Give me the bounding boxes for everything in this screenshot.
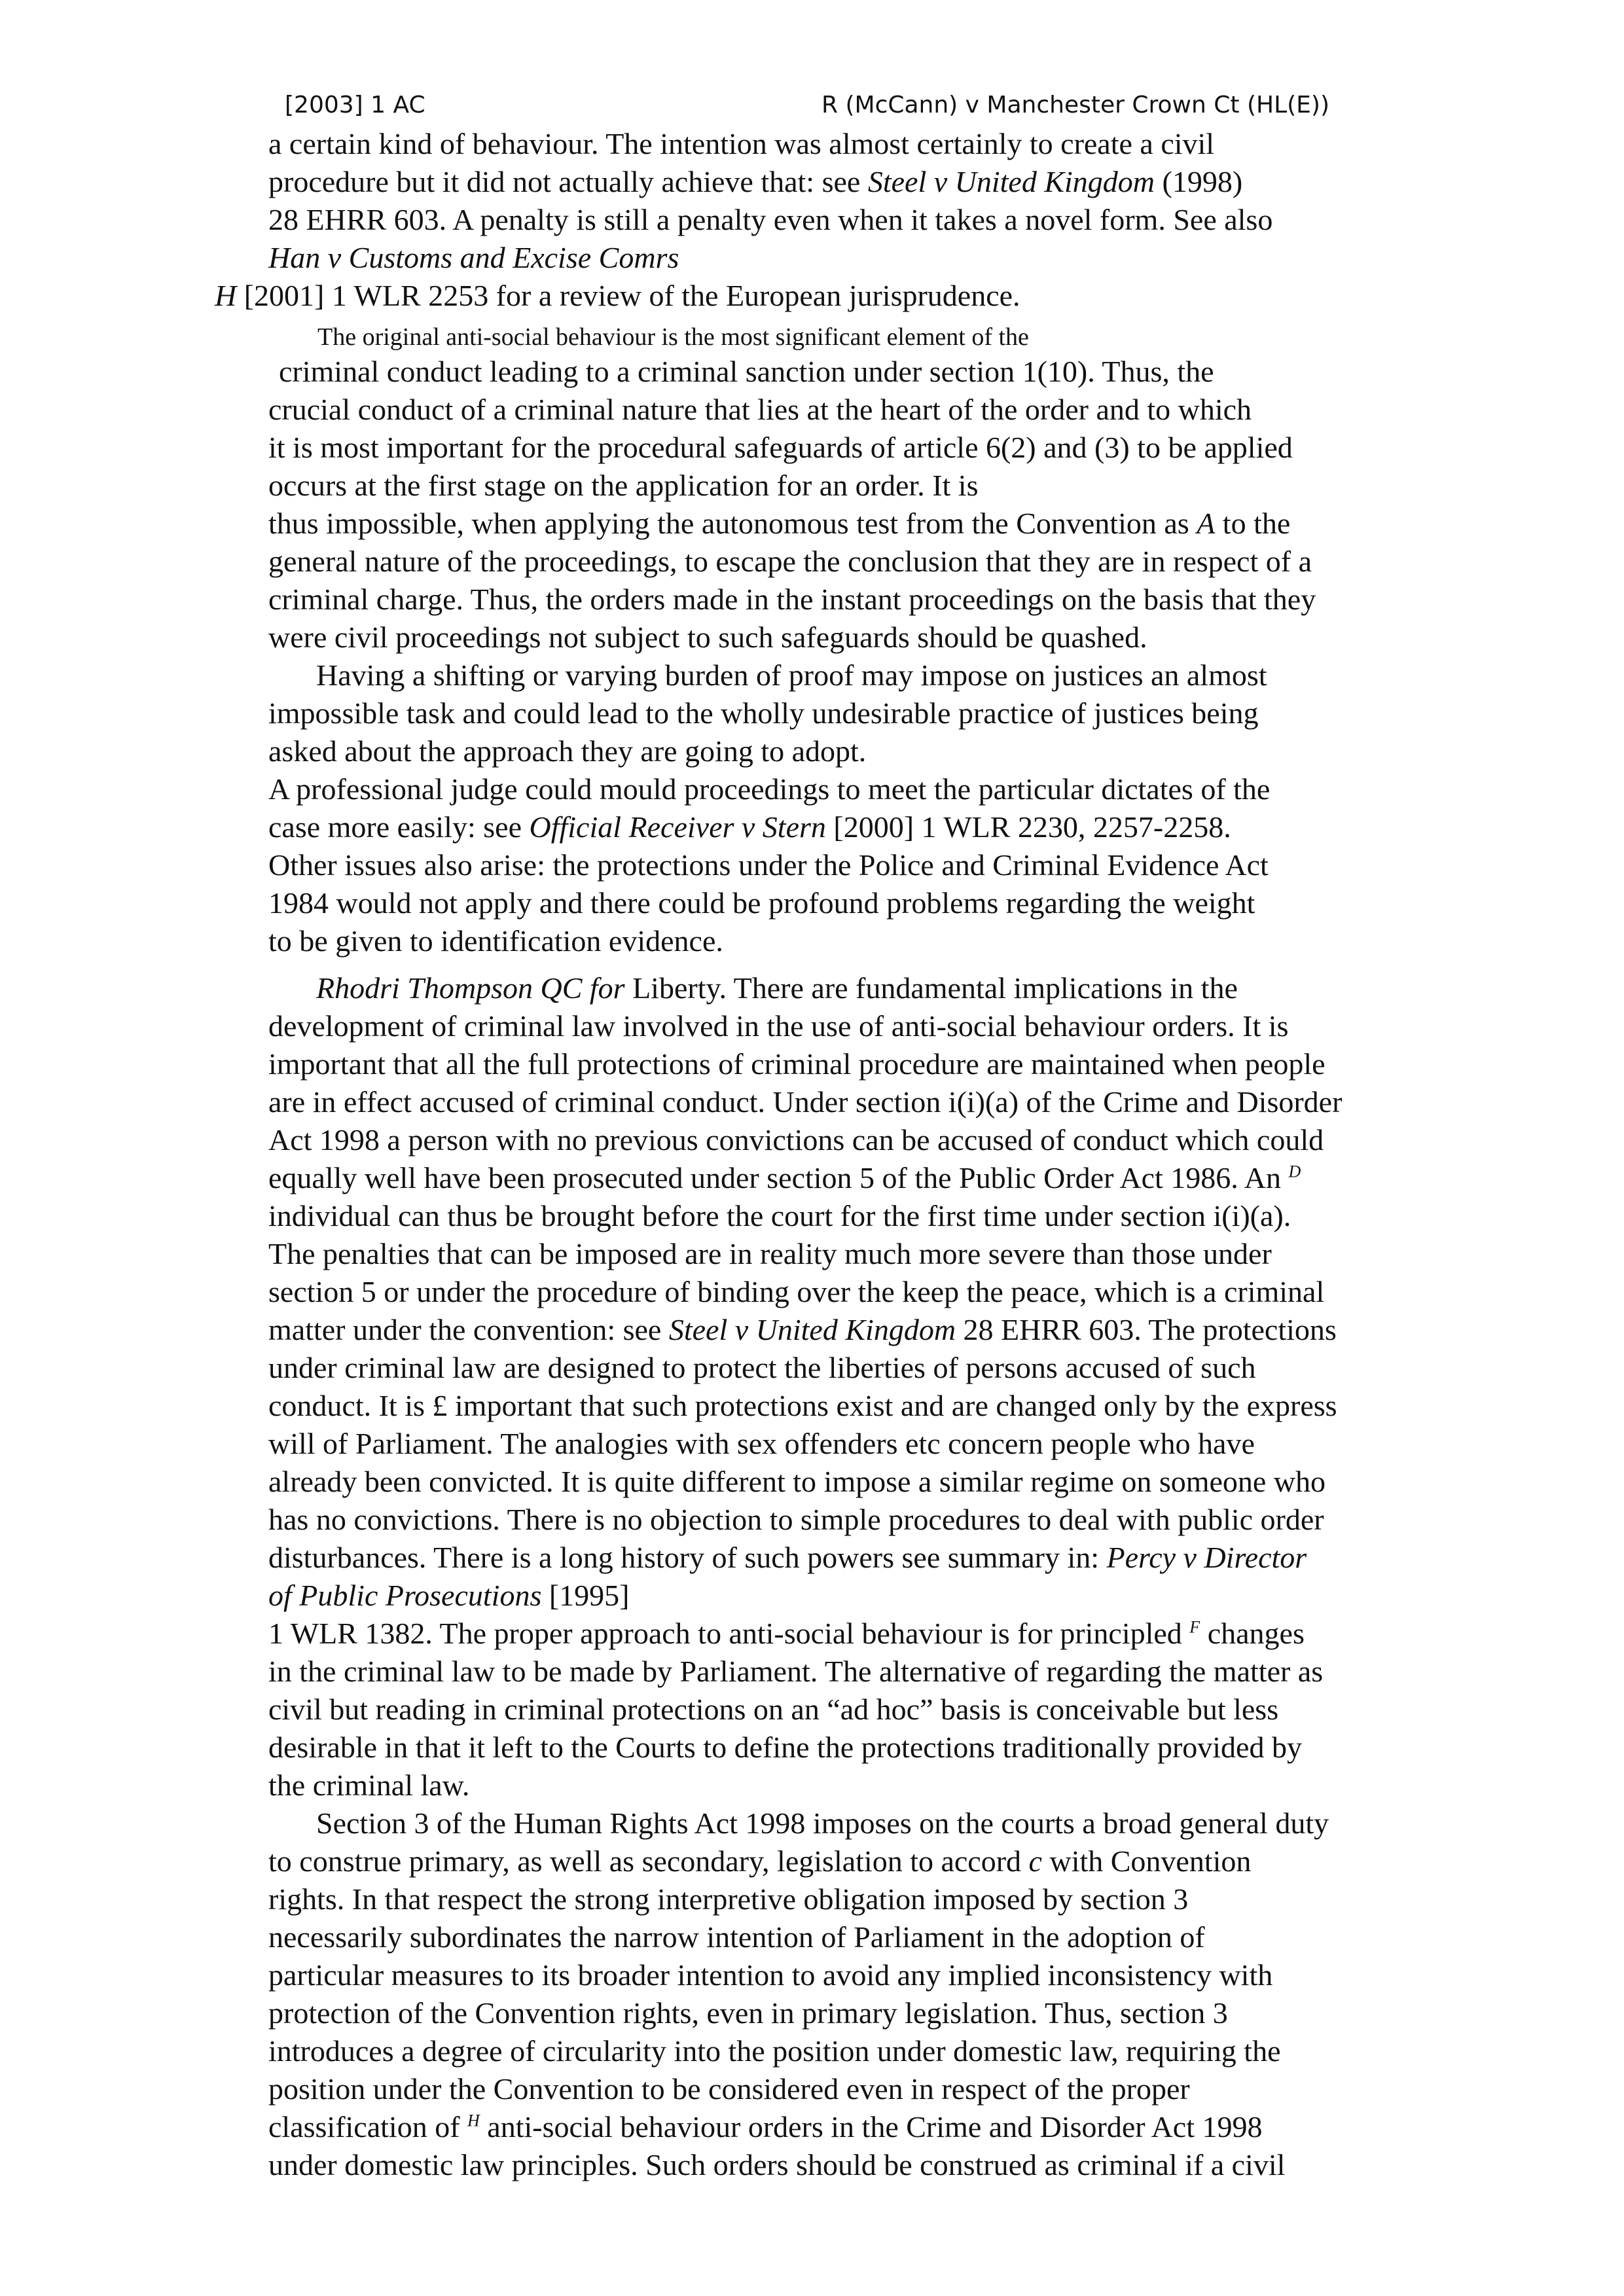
- text-line: [268, 164, 1242, 200]
- text-line: [268, 505, 1290, 542]
- italic-run: Han v Customs and Excise Comrs: [268, 241, 679, 274]
- text-run: 28 EHRR 603. A penalty is still a penalty even when it takes a novel form. See also: [268, 203, 1273, 236]
- text-line: [268, 1426, 1255, 1462]
- italic-run: H: [215, 279, 237, 312]
- text-run: 28 EHRR 603. The protections: [956, 1313, 1337, 1346]
- text-line: [268, 1312, 1337, 1348]
- text-line: [268, 1122, 1324, 1158]
- text-line: [268, 1615, 1305, 1652]
- text-line: [268, 2147, 1285, 2183]
- text-run: to be given to identification evidence.: [268, 924, 723, 958]
- text-run: protection of the Convention rights, even in primary legislation. Thus, section 3: [268, 1996, 1228, 2030]
- text-line: [268, 391, 1252, 428]
- text-line: [268, 2033, 1280, 2070]
- text-run: The penalties that can be imposed are in reality much more severe than those under: [268, 1237, 1272, 1270]
- text-line: [268, 1501, 1324, 1538]
- text-line: [268, 885, 1255, 922]
- margin-letter: D: [1288, 1162, 1301, 1181]
- text-line: [268, 1463, 1326, 1500]
- italic-run: A: [1197, 507, 1216, 540]
- italic-run: of Public Prosecutions: [268, 1579, 542, 1612]
- text-line: [268, 240, 679, 276]
- text-run: individual can thus be brought before the court for the first time under section i(i)(a).: [268, 1199, 1291, 1232]
- text-run: particular measures to its broader intention to avoid any implied inconsistency with: [268, 1958, 1273, 1992]
- text-line: [268, 1729, 1302, 1766]
- text-run: a certain kind of behaviour. The intention was almost certainly to create a civil: [268, 127, 1215, 160]
- margin-letter: H: [467, 2111, 480, 2130]
- text-run: were civil proceedings not subject to such safeguards should be quashed.: [268, 620, 1147, 654]
- text-run: in the criminal law to be made by Parliament. The alternative of regarding the matter as: [268, 1655, 1324, 1688]
- text-run: are in effect accused of criminal conduct. Under section i(i)(a) of the Crime and Disorder: [268, 1085, 1343, 1119]
- text-run: occurs at the first stage on the application for an order. It is: [268, 469, 979, 502]
- text-run: important that all the full protections of criminal procedure are maintained when people: [268, 1047, 1326, 1081]
- text-run: the criminal law.: [268, 1768, 470, 1802]
- text-run: to the: [1215, 507, 1291, 540]
- text-line: [268, 1388, 1337, 1424]
- small-text-run: The original anti-social behaviour is the most significant element of the: [317, 323, 1029, 351]
- text-line: [268, 543, 1312, 580]
- text-line: [268, 581, 1316, 618]
- text-run: it is most important for the procedural safeguards of article 6(2) and (3) to be applied: [268, 431, 1293, 464]
- text-run: crucial conduct of a criminal nature that lies at the heart of the order and to which: [268, 393, 1252, 426]
- text-run: anti-social behaviour orders in the Crime and Disorder Act 1998: [479, 2110, 1263, 2144]
- text-line: [316, 1805, 1329, 1842]
- text-line: [268, 1160, 1301, 1196]
- text-run: general nature of the proceedings, to escape the conclusion that they are in respect of a: [268, 545, 1312, 578]
- text-run: will of Parliament. The analogies with sex offenders etc concern people who have: [268, 1427, 1255, 1460]
- text-line: [268, 809, 1231, 846]
- text-run: introduces a degree of circularity into the position under domestic law, requiring the: [268, 2034, 1281, 2068]
- text-line: [317, 317, 1029, 355]
- text-run: Other issues also arise: the protections under the Police and Criminal Evidence Act: [268, 848, 1269, 882]
- italic-run: c: [1028, 1844, 1042, 1878]
- text-run: matter under the convention: see: [268, 1313, 669, 1346]
- citation-header: [2003] 1 AC: [285, 92, 425, 118]
- text-run: to construe primary, as well as secondary, legislation to accord: [268, 1844, 1029, 1878]
- text-line: [279, 353, 1214, 390]
- text-line: [268, 1539, 1307, 1576]
- text-line: [268, 1084, 1342, 1121]
- text-run: development of criminal law involved in the use of anti-social behaviour orders. It is: [268, 1009, 1289, 1043]
- text-run: A professional judge could mould proceedings to meet the particular dictates of the: [268, 772, 1271, 806]
- text-line: [316, 970, 1238, 1007]
- text-run: criminal conduct leading to a criminal sanction under section 1(10). Thus, the: [279, 355, 1214, 388]
- text-run: classification of: [268, 2110, 468, 2144]
- italic-run: Percy v Director: [1106, 1541, 1307, 1574]
- text-run: disturbances. There is a long history of such powers see summary in:: [268, 1541, 1107, 1574]
- text-line: [268, 1577, 630, 1614]
- text-run: [2001] 1 WLR 2253 for a review of the European jurisprudence.: [236, 279, 1020, 312]
- text-line: [268, 733, 866, 770]
- text-line: [268, 2109, 1262, 2145]
- text-line: [268, 847, 1269, 884]
- text-line: [268, 1843, 1251, 1880]
- text-run: impossible task and could lead to the wholly undesirable practice of justices being: [268, 696, 1259, 730]
- italic-run: Steel v United Kingdom: [867, 165, 1155, 198]
- text-run: thus impossible, when applying the autonomous test from the Convention as: [268, 507, 1197, 540]
- text-run: already been convicted. It is quite different to impose a similar regime on someone who: [268, 1465, 1326, 1498]
- text-run: changes: [1200, 1617, 1305, 1650]
- text-run: (1998): [1155, 165, 1243, 198]
- text-run: criminal charge. Thus, the orders made in the instant proceedings on the basis that they: [268, 583, 1316, 616]
- text-run: under domestic law principles. Such orders should be construed as criminal if a civil: [268, 2148, 1286, 2181]
- text-line: [268, 202, 1272, 238]
- italic-run: Steel v United Kingdom: [668, 1313, 956, 1346]
- text-line: [268, 2071, 1190, 2108]
- text-run: necessarily subordinates the narrow intention of Parliament in the adoption of: [268, 1920, 1205, 1954]
- text-line: [268, 1881, 1188, 1918]
- text-line: [215, 278, 1020, 314]
- text-run: position under the Convention to be considered even in respect of the proper: [268, 2072, 1190, 2106]
- text-run: Having a shifting or varying burden of proof may impose on justices an almost: [316, 658, 1267, 692]
- text-run: has no convictions. There is no objection to simple procedures to deal with public order: [268, 1503, 1324, 1536]
- case-title-header: R (McCann) v Manchester Crown Ct (HL(E)): [821, 92, 1330, 118]
- text-run: case more easily: see: [268, 810, 530, 844]
- text-line: [268, 1274, 1324, 1310]
- text-run: civil but reading in criminal protections on an “ad hoc” basis is conceivable but less: [268, 1693, 1279, 1726]
- italic-run: Official Receiver v Stern: [529, 810, 826, 844]
- text-line: [268, 1995, 1228, 2032]
- text-run: section 5 or under the procedure of binding over the keep the peace, which is a criminal: [268, 1275, 1325, 1308]
- text-line: [268, 1919, 1205, 1956]
- text-line: [268, 429, 1293, 466]
- text-run: asked about the approach they are going to adopt.: [268, 734, 867, 768]
- text-run: [2000] 1 WLR 2230, 2257-2258.: [825, 810, 1231, 844]
- running-header: [285, 92, 1381, 126]
- text-line: [268, 1198, 1291, 1234]
- text-line: [268, 1008, 1288, 1045]
- text-run: procedure but it did not actually achieve that: see: [268, 165, 868, 198]
- text-line: [268, 1767, 469, 1804]
- text-line: [268, 1350, 1256, 1386]
- margin-letter: F: [1189, 1617, 1200, 1637]
- text-run: 1 WLR 1382. The proper approach to anti-social behaviour is for principled: [268, 1617, 1190, 1650]
- text-run: Section 3 of the Human Rights Act 1998 imposes on the courts a broad general duty: [316, 1806, 1329, 1840]
- text-line: [268, 1046, 1326, 1083]
- text-run: Liberty. There are fundamental implications in the: [624, 971, 1238, 1005]
- text-line: [268, 1653, 1323, 1690]
- text-run: conduct. It is £ important that such protections exist and are changed only by the express: [268, 1389, 1337, 1422]
- italic-run: Rhodri Thompson QC for: [316, 971, 625, 1005]
- text-run: desirable in that it left to the Courts to define the protections traditionally provided by: [268, 1731, 1302, 1764]
- text-run: equally well have been prosecuted under section 5 of the Public Order Act 1986. An: [268, 1161, 1289, 1194]
- text-run: 1984 would not apply and there could be profound problems regarding the weight: [268, 886, 1255, 920]
- text-line: [268, 923, 723, 960]
- text-run: rights. In that respect the strong interpretive obligation imposed by section 3: [268, 1882, 1189, 1916]
- text-run: [1995]: [541, 1579, 630, 1612]
- text-line: [268, 771, 1270, 808]
- text-line: [268, 695, 1259, 732]
- text-run: with Convention: [1041, 1844, 1252, 1878]
- text-line: [268, 126, 1214, 162]
- text-run: Act 1998 a person with no previous convictions can be accused of conduct which could: [268, 1123, 1324, 1157]
- text-line: [268, 1957, 1272, 1994]
- text-line: [268, 1691, 1278, 1728]
- text-line: [268, 1236, 1272, 1272]
- text-line: [316, 657, 1267, 694]
- text-run: under criminal law are designed to protect the liberties of persons accused of such: [268, 1351, 1256, 1384]
- text-line: [268, 619, 1147, 656]
- text-line: [268, 467, 978, 504]
